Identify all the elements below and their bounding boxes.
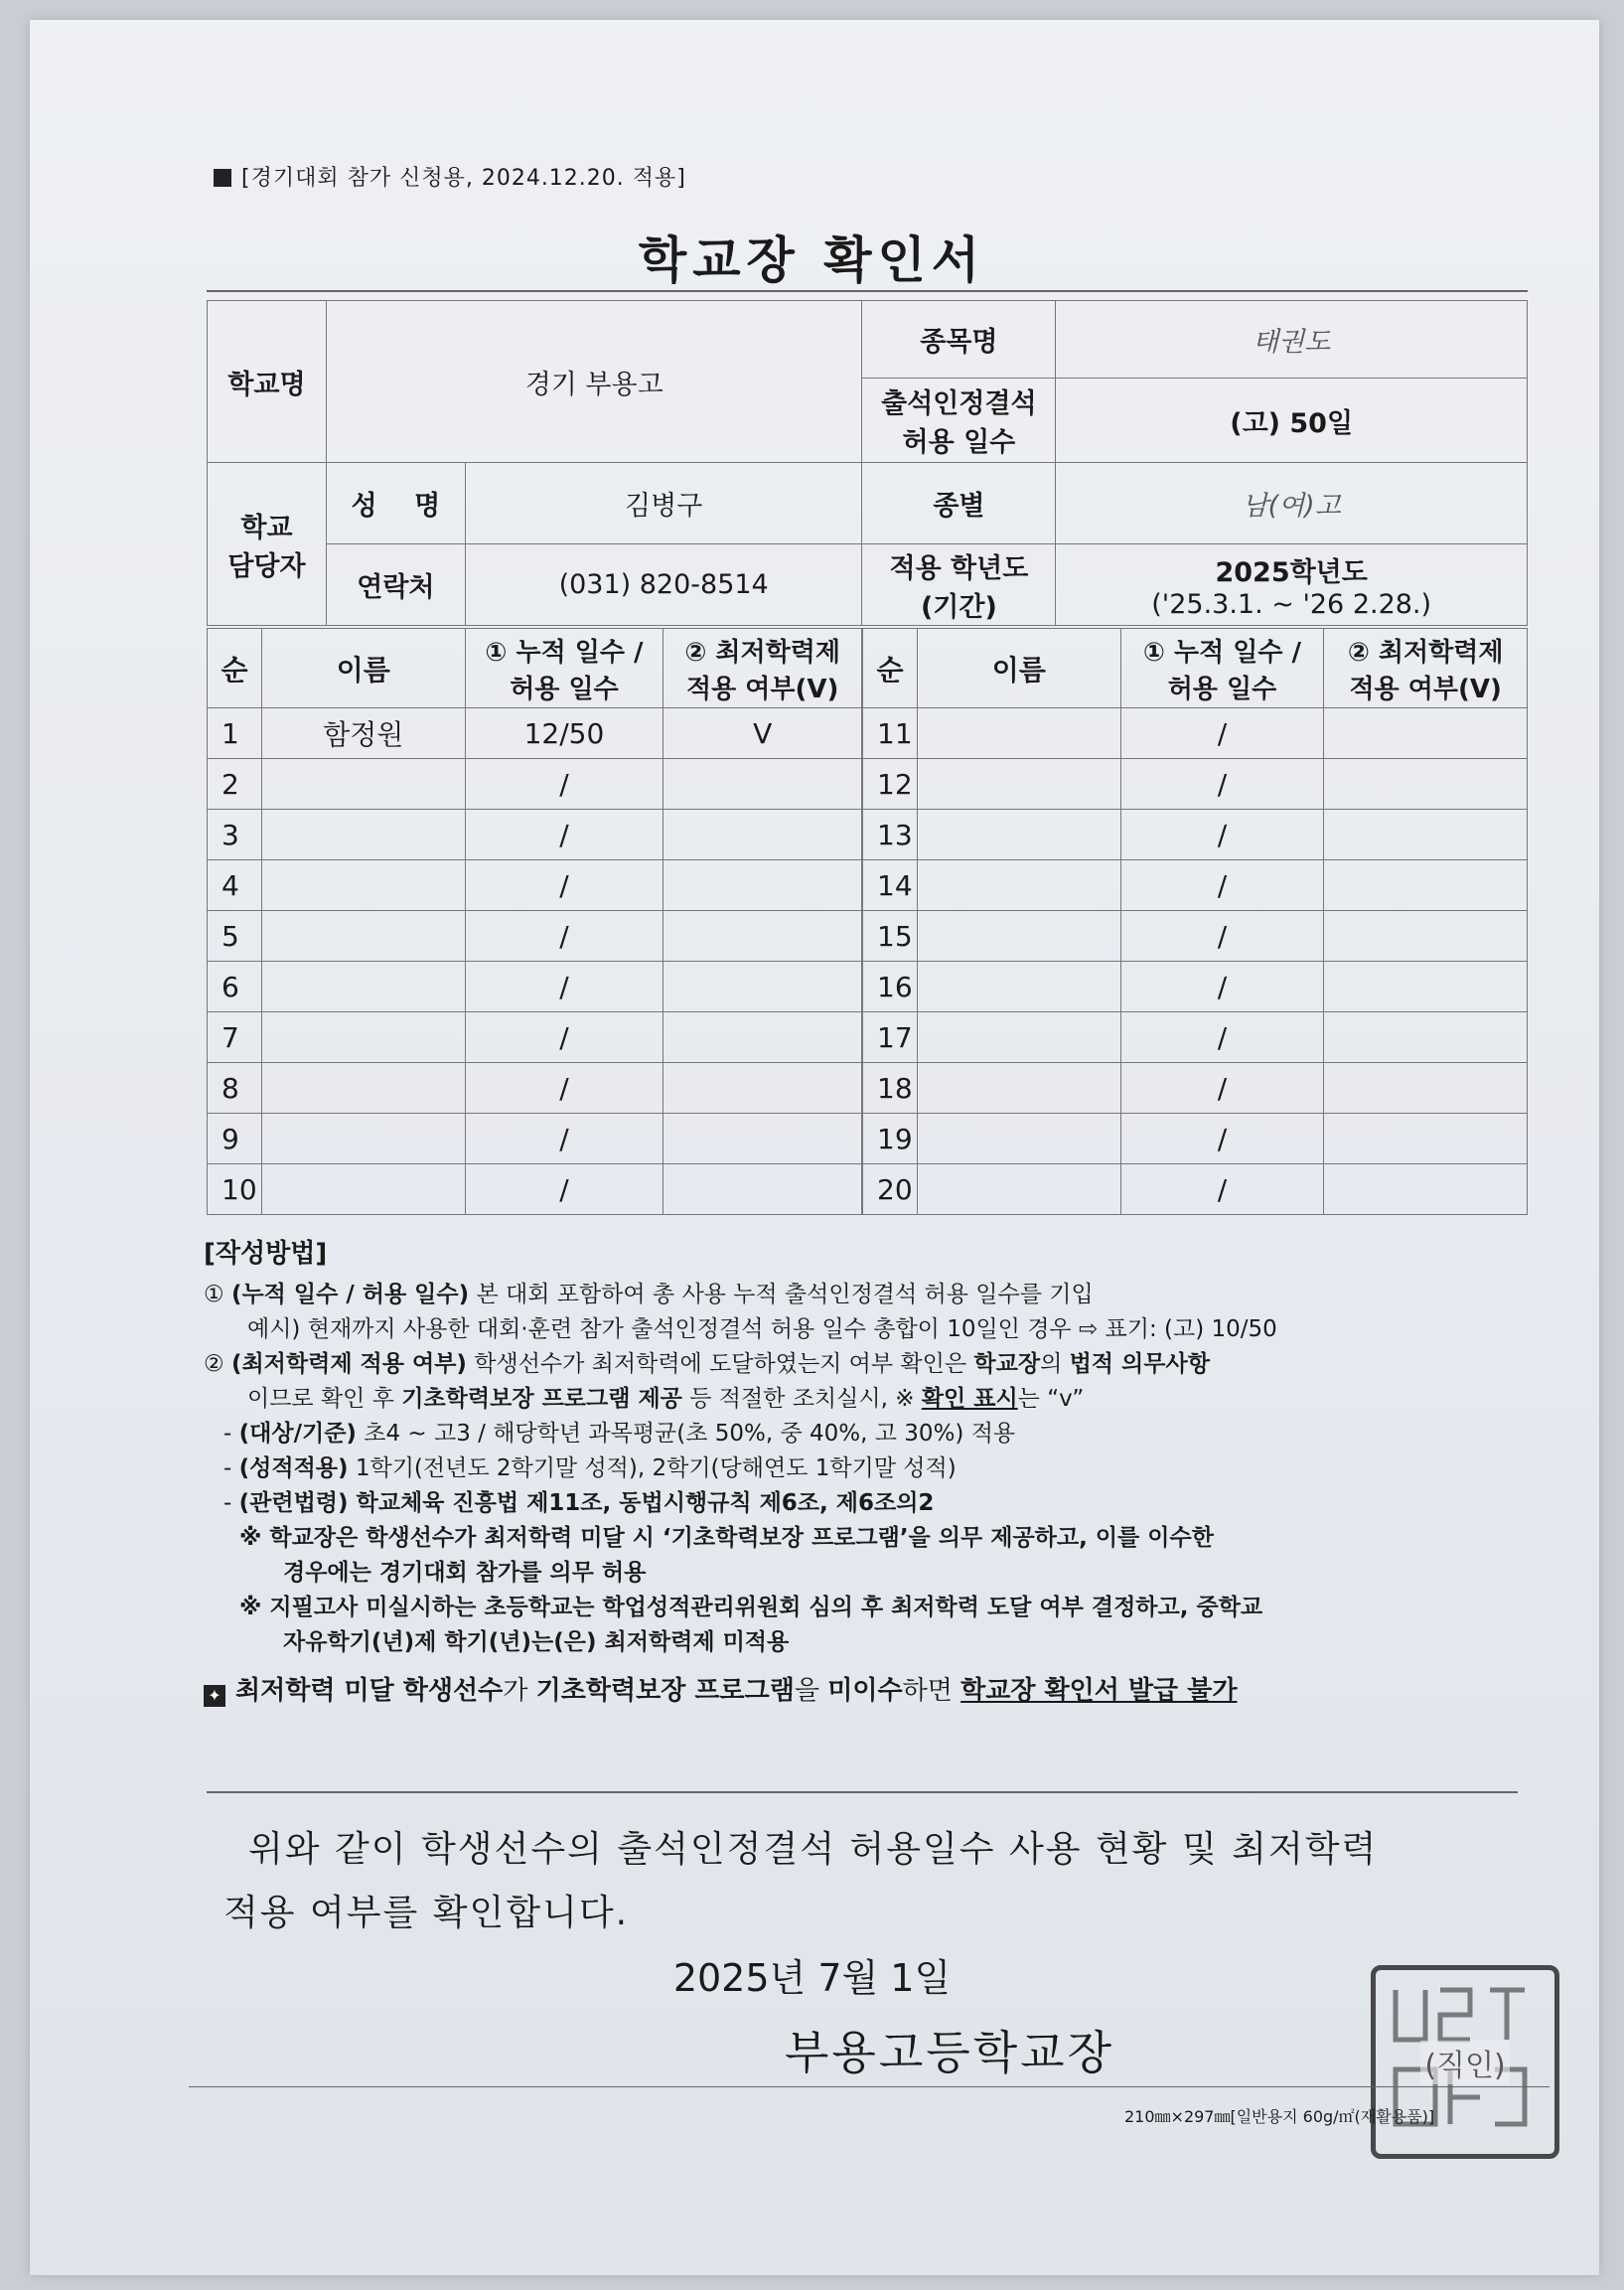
guide-item-2-cont: 이므로 확인 후 기초학력보장 프로그램 제공 등 적절한 조치실시, ※ 확인 표시는 “v” [247, 1386, 1085, 1412]
row-name [917, 1114, 1120, 1164]
absence-label: 출석인정결석 허용 일수 [862, 379, 1056, 463]
row-number: 6 [208, 962, 262, 1012]
row-min [1324, 759, 1528, 810]
row-days: / [465, 810, 664, 860]
row-number: 15 [863, 911, 918, 962]
year-label: 적용 학년도 (기간) [862, 544, 1056, 626]
row-name [261, 911, 465, 962]
table-row [863, 708, 1528, 759]
row-number: 11 [863, 708, 918, 759]
guide-item-1-example: 예시) 현재까지 사용한 대회·훈련 참가 출석인정결석 허용 일수 총합이 10일인 경우 ⇨ 표기: (고) 10/50 [247, 1316, 1277, 1342]
row-number: 5 [208, 911, 262, 962]
row-name [261, 1114, 465, 1164]
contact-label: 연락처 [326, 544, 465, 626]
table-row [208, 1012, 862, 1063]
row-name [917, 1012, 1120, 1063]
name-label: 성 명 [326, 463, 465, 544]
table-header-row [863, 629, 1528, 708]
row-days: / [1120, 1114, 1324, 1164]
confirmation-line-1: 위와 같이 학생선수의 출석인정결석 허용일수 사용 현황 및 최저학력 [248, 1829, 1379, 1870]
table-row [208, 911, 862, 962]
col-no: 순 [863, 629, 918, 708]
row-days: / [1120, 1012, 1324, 1063]
guide-warning: ✦ 최저학력 미달 학생선수가 기초학력보장 프로그램을 미이수하면 학교장 확인서 발급 불가 [204, 1674, 1515, 1709]
row-days: / [465, 759, 664, 810]
table-row [863, 1063, 1528, 1114]
row-name [917, 708, 1120, 759]
guide-note-2-cont: 자유학기(년)제 학기(년)는(은) 최저학력제 미적용 [283, 1629, 790, 1655]
row-number: 17 [863, 1012, 918, 1063]
confirmation-text [223, 1818, 1378, 1945]
guide-heading: [작성방법] [204, 1239, 328, 1269]
col-days: ① 누적 일수 / 허용 일수 [465, 629, 664, 708]
col-min: ② 최저학력제 적용 여부(V) [1324, 629, 1528, 708]
principal-title: 부용고등학교장 [785, 2026, 1115, 2079]
sport-label: 종목명 [862, 301, 1056, 379]
type-value: 남(여)고 [1056, 463, 1528, 544]
guide-detail-1: - (대상/기준) 초4 ~ 고3 / 해당학년 과목평균(초 50%, 중 40%, 고 30%) 적용 [223, 1421, 1016, 1447]
divider [207, 1791, 1518, 1793]
guide-detail-2: - (성적적용) 1학기(전년도 2학기말 성적), 2학기(당해연도 1학기말 성적) [223, 1455, 957, 1481]
row-min [664, 962, 862, 1012]
row-number: 12 [863, 759, 918, 810]
table-row [208, 810, 862, 860]
row-days: / [1120, 708, 1324, 759]
row-number: 18 [863, 1063, 918, 1114]
confirmation-line-2: 적용 여부를 확인합니다. [223, 1893, 630, 1933]
row-number: 14 [863, 860, 918, 911]
divider [207, 290, 1528, 292]
row-number: 20 [863, 1164, 918, 1215]
table-row [863, 1114, 1528, 1164]
square-bullet-icon [214, 169, 231, 187]
row-name [261, 1164, 465, 1215]
row-days: 12/50 [465, 708, 664, 759]
athlete-table-left [207, 628, 862, 1215]
row-name [917, 911, 1120, 962]
row-name [917, 860, 1120, 911]
guide-item-1: ① (누적 일수 / 허용 일수) 본 대회 포함하여 총 사용 누적 출석인정결석 허용 일수를 기입 [204, 1282, 1094, 1307]
athlete-table-right [862, 628, 1528, 1215]
row-number: 13 [863, 810, 918, 860]
contact-value: (031) 820-8514 [465, 544, 862, 626]
row-days: / [465, 1012, 664, 1063]
row-number: 8 [208, 1063, 262, 1114]
guide-note-2: ※ 지필고사 미실시하는 초등학교는 학업성적관리위원회 심의 후 최저학력 도달 여부 결정하고, 중학교 [239, 1595, 1263, 1620]
paper-spec: 210㎜×297㎜[일반용지 60g/㎡(재활용품)] [1124, 2107, 1435, 2126]
table-row [863, 860, 1528, 911]
row-min [664, 860, 862, 911]
official-seal [1371, 1965, 1559, 2159]
row-name [917, 759, 1120, 810]
row-days: / [1120, 810, 1324, 860]
row-min [664, 1164, 862, 1215]
row-days: / [465, 1164, 664, 1215]
row-name [917, 1164, 1120, 1215]
table-row [208, 1063, 862, 1114]
school-value: 경기 부용고 [326, 301, 862, 463]
row-days: / [1120, 860, 1324, 911]
row-number: 16 [863, 962, 918, 1012]
row-number: 3 [208, 810, 262, 860]
row-min [1324, 860, 1528, 911]
table-row [208, 759, 862, 810]
table-row [208, 962, 862, 1012]
row-days: / [465, 911, 664, 962]
name-value: 김병구 [465, 463, 862, 544]
row-min [664, 1012, 862, 1063]
row-number: 1 [208, 708, 262, 759]
row-min [1324, 962, 1528, 1012]
type-label: 종별 [862, 463, 1056, 544]
row-number: 4 [208, 860, 262, 911]
row-min [664, 911, 862, 962]
row-min [1324, 810, 1528, 860]
col-no: 순 [208, 629, 262, 708]
row-min [664, 1114, 862, 1164]
table-row [208, 1164, 862, 1215]
row-name [917, 962, 1120, 1012]
row-name [261, 810, 465, 860]
row-min [1324, 1063, 1528, 1114]
warning-box-icon: ✦ [204, 1685, 225, 1707]
row-days: / [465, 962, 664, 1012]
seal-text: (직인) [1420, 2041, 1509, 2084]
row-days: / [1120, 911, 1324, 962]
guide-note-1-cont: 경우에는 경기대회 참가를 의무 허용 [283, 1560, 647, 1586]
row-days: / [1120, 1164, 1324, 1215]
table-row [208, 1114, 862, 1164]
guide-item-2: ② (최저학력제 적용 여부) 학생선수가 최저학력에 도달하였는지 여부 확인은 학교장의 법적 의무사항 [204, 1351, 1210, 1377]
col-name: 이름 [917, 629, 1120, 708]
info-table [207, 300, 1528, 626]
row-min [1324, 1114, 1528, 1164]
divider [189, 2086, 1550, 2087]
manager-label: 학교 담당자 [208, 463, 327, 626]
table-row [863, 810, 1528, 860]
table-row [863, 962, 1528, 1012]
row-min [1324, 911, 1528, 962]
year-value: 2025학년도 ('25.3.1. ~ '26 2.28.) [1056, 544, 1528, 626]
row-days: / [465, 1114, 664, 1164]
row-name [261, 1063, 465, 1114]
row-number: 10 [208, 1164, 262, 1215]
row-name [261, 759, 465, 810]
col-name: 이름 [261, 629, 465, 708]
row-name: 함정원 [261, 708, 465, 759]
row-number: 19 [863, 1114, 918, 1164]
table-row [208, 708, 862, 759]
row-number: 7 [208, 1012, 262, 1063]
document-title: 학교장 확인서 [638, 231, 986, 289]
guide-note-1: ※ 학교장은 학생선수가 최저학력 미달 시 ‘기초학력보장 프로그램’을 의무 제공하고, 이를 이수한 [239, 1525, 1214, 1551]
row-days: / [465, 1063, 664, 1114]
row-min [664, 810, 862, 860]
row-min [1324, 708, 1528, 759]
row-min: V [664, 708, 862, 759]
row-days: / [1120, 1063, 1324, 1114]
table-row [863, 1012, 1528, 1063]
row-number: 9 [208, 1114, 262, 1164]
row-name [917, 810, 1120, 860]
row-name [261, 962, 465, 1012]
table-row [863, 1164, 1528, 1215]
col-min: ② 최저학력제 적용 여부(V) [664, 629, 862, 708]
row-days: / [1120, 759, 1324, 810]
writing-guide [204, 1237, 1515, 1709]
pre-header [214, 161, 686, 192]
table-row [863, 759, 1528, 810]
pre-header-text: [경기대회 참가 신청용, 2024.12.20. 적용] [241, 166, 686, 191]
col-days: ① 누적 일수 / 허용 일수 [1120, 629, 1324, 708]
issue-date: 2025년 7월 1일 [672, 1956, 952, 2000]
row-number: 2 [208, 759, 262, 810]
row-min [664, 1063, 862, 1114]
row-name [917, 1063, 1120, 1114]
row-days: / [1120, 962, 1324, 1012]
guide-detail-3: - (관련법령) 학교체육 진흥법 제11조, 동법시행규칙 제6조, 제6조의2 [223, 1490, 935, 1516]
school-label: 학교명 [208, 301, 327, 463]
row-min [1324, 1164, 1528, 1215]
table-row [208, 860, 862, 911]
row-name [261, 1012, 465, 1063]
row-days: / [465, 860, 664, 911]
row-min [664, 759, 862, 810]
table-header-row [208, 629, 862, 708]
sport-value: 태권도 [1056, 301, 1528, 379]
row-name [261, 860, 465, 911]
table-row [863, 911, 1528, 962]
absence-value: (고) 50일 [1056, 379, 1528, 463]
row-min [1324, 1012, 1528, 1063]
